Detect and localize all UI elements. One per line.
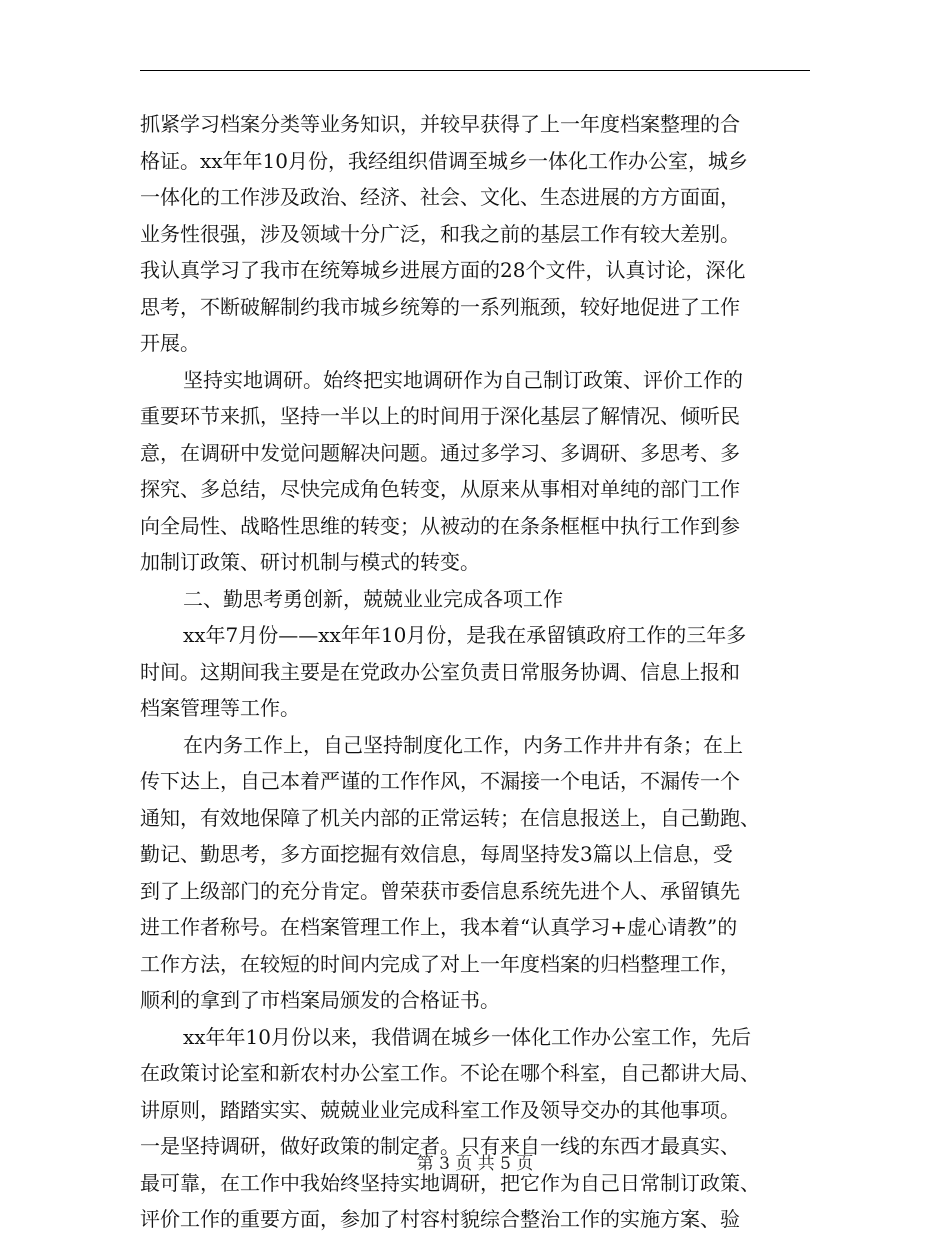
text-line: 时间。这期间我主要是在党政办公室负责日常服务协调、信息上报和 xyxy=(140,659,740,684)
text-line: 一体化的工作涉及政治、经济、社会、文化、生态进展的方方面面， xyxy=(140,185,740,209)
text-line: 通知，有效地保障了机关内部的正常运转；在信息报送上，自己勤跑、 xyxy=(140,805,760,830)
text-line: 到了上级部门的充分肯定。曾荣获市委信息系统先进个人、承留镇先 xyxy=(140,878,740,903)
text-line: 在内务工作上，自己坚持制度化工作，内务工作井井有条；在上 xyxy=(183,732,743,757)
text-line: 在政策讨论室和新农村办公室工作。不论在哪个科室，自己都讲大局、 xyxy=(140,1061,760,1085)
text-line: 业务性很强，涉及领域十分广泛，和我之前的基层工作有较大差别。 xyxy=(140,221,740,246)
text-line: 格证。xx年年10月份，我经组织借调至城乡一体化工作办公室，城乡 xyxy=(140,148,749,173)
page-number: 第 3 页 共 5 页 xyxy=(416,1154,534,1174)
text-line: 讲原则，踏踏实实、兢兢业业完成科室工作及领导交办的其他事项。 xyxy=(140,1097,740,1122)
text-line: 勤记、勤思考，多方面挖掘有效信息，每周坚持发3篇以上信息，受 xyxy=(140,842,733,866)
header-rule xyxy=(140,70,810,71)
text-line: 重要环节来抓，坚持一半以上的时间用于深化基层了解情况、倾听民 xyxy=(140,404,740,428)
text-line: xx年年10月份以来，我借调在城乡一体化工作办公室工作，先后 xyxy=(183,1024,752,1049)
text-line: 工作方法，在较短的时间内完成了对上一年度档案的归档整理工作， xyxy=(140,951,740,976)
text-line: 传下达上，自己本着严谨的工作作风，不漏接一个电话，不漏传一个 xyxy=(140,769,740,793)
text-line: 向全局性、战略性思维的转变；从被动的在条条框框中执行工作到参 xyxy=(140,513,740,538)
text-line: 我认真学习了我市在统筹城乡进展方面的28个文件，认真讨论，深化 xyxy=(140,258,746,282)
text-line: 抓紧学习档案分类等业务知识，并较早获得了上一年度档案整理的合 xyxy=(140,112,740,136)
text-line: 最可靠，在工作中我始终坚持实地调研，把它作为自己日常制订政策、 xyxy=(140,1170,760,1195)
page-footer xyxy=(0,1152,950,1176)
text-line: 一是坚持调研，做好政策的制定者。只有来自一线的东西才最真实、 xyxy=(140,1134,740,1158)
text-line: 意，在调研中发觉问题解决问题。通过多学习、多调研、多思考、多 xyxy=(140,440,740,465)
text-line: 开展。 xyxy=(140,331,200,355)
text-line: 探究、多总结，尽快完成角色转变，从原来从事相对单纯的部门工作 xyxy=(140,477,740,501)
body-text xyxy=(140,106,810,1238)
text-line: 思考，不断破解制约我市城乡统筹的一系列瓶颈，较好地促进了工作 xyxy=(140,294,740,319)
text-line: 坚持实地调研。始终把实地调研作为自己制订政策、评价工作的 xyxy=(183,367,743,392)
text-line: 加制订政策、研讨机制与模式的转变。 xyxy=(140,550,480,574)
text-line: 二、勤思考勇创新，兢兢业业完成各项工作 xyxy=(183,586,563,611)
text-line: 顺利的拿到了市档案局颁发的合格证书。 xyxy=(140,988,500,1012)
text-line: 评价工作的重要方面，参加了村容村貌综合整治工作的实施方案、验 xyxy=(140,1207,740,1231)
text-line: xx年7月份——xx年年10月份，是我在承留镇政府工作的三年多 xyxy=(183,623,747,647)
text-line: 档案管理等工作。 xyxy=(140,696,300,720)
text-line: 进工作者称号。在档案管理工作上，我本着“认真学习+虚心请教”的 xyxy=(140,915,738,939)
